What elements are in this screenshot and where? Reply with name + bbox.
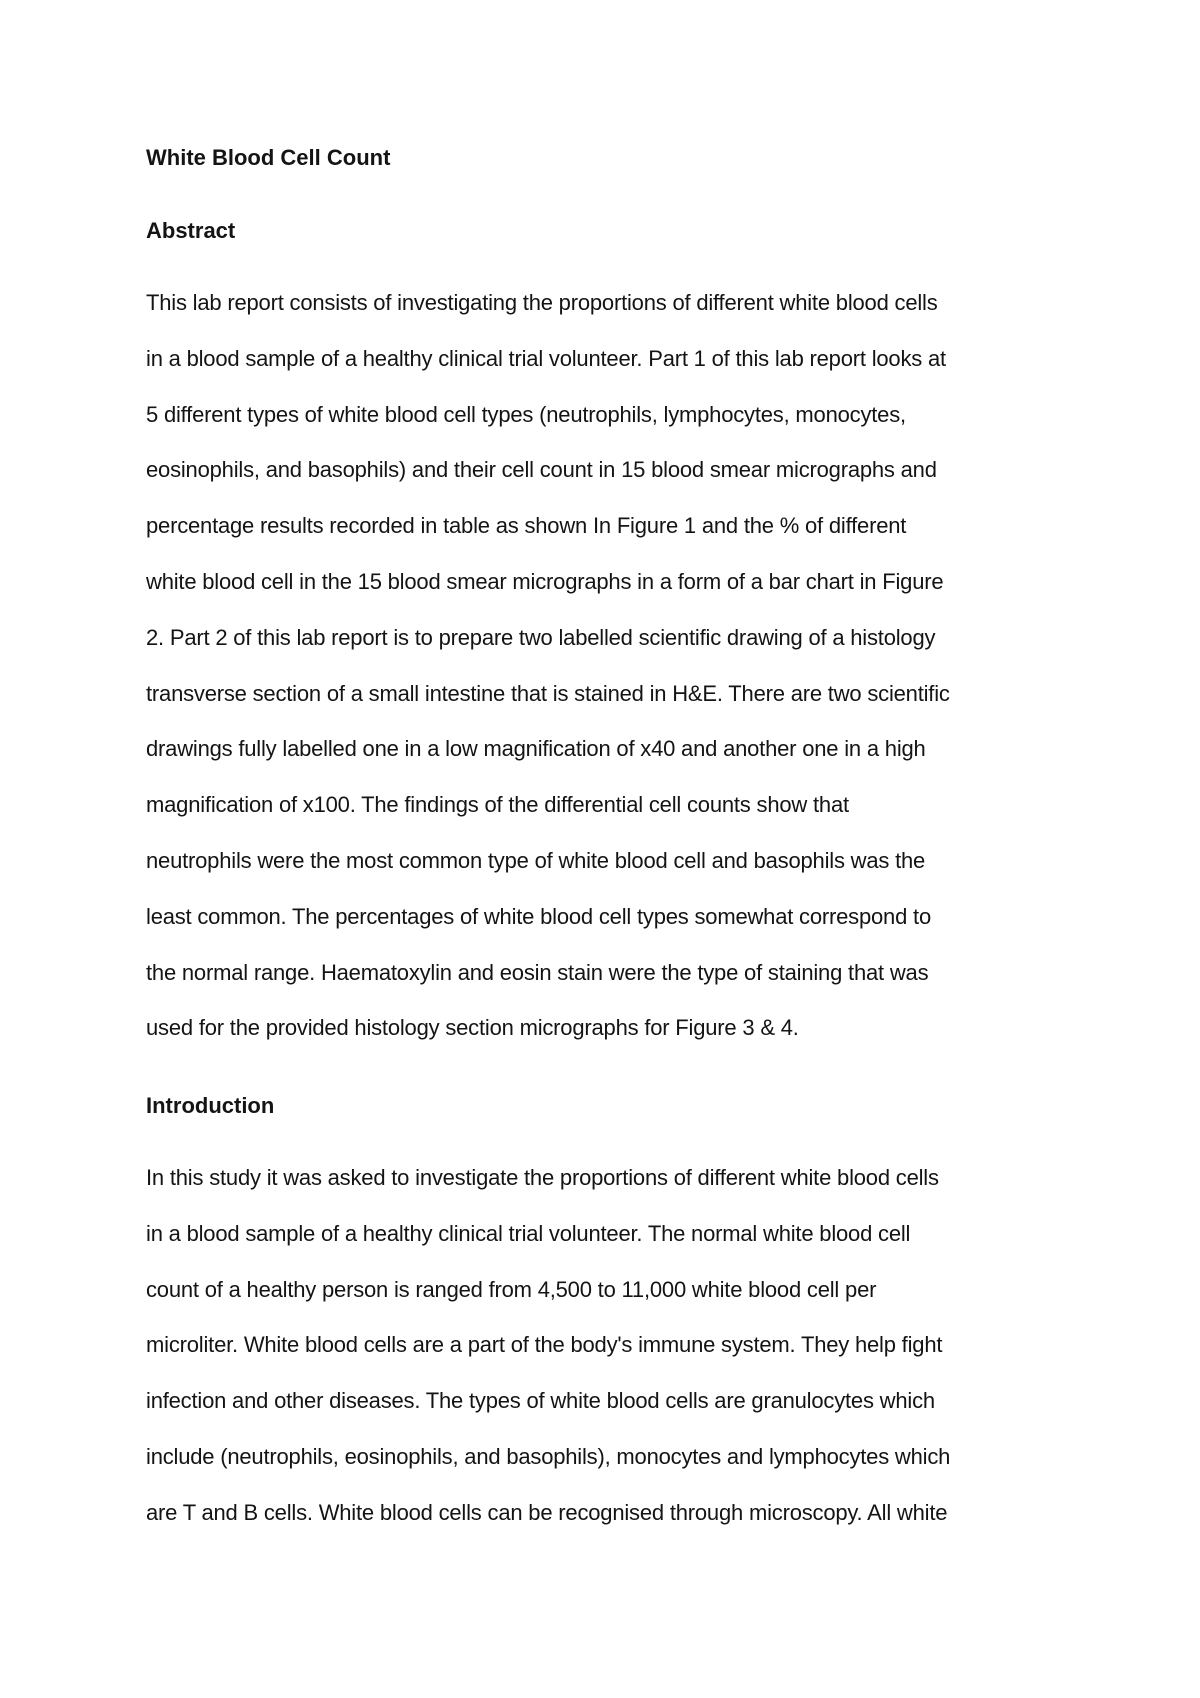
text-line: 5 different types of white blood cell types (neutrophils, lymphocytes, monocytes, bbox=[146, 401, 906, 427]
text-line: infection and other diseases. The types of white blood cells are granulocytes which bbox=[146, 1388, 935, 1414]
text-line: least common. The percentages of white blood cell types somewhat correspond to bbox=[146, 903, 931, 929]
text-line: drawings fully labelled one in a low magnification of x40 and another one in a high bbox=[146, 736, 926, 762]
text-line: transverse section of a small intestine that is stained in H&E. There are two scientific bbox=[146, 680, 950, 706]
text-line: white blood cell in the 15 blood smear micrographs in a form of a bar chart in Figure bbox=[146, 568, 944, 594]
text-line: 2. Part 2 of this lab report is to prepare two labelled scientific drawing of a histology bbox=[146, 624, 936, 650]
text-line: In this study it was asked to investigate the proportions of different white blood cells bbox=[146, 1165, 939, 1190]
text-line: the normal range. Haematoxylin and eosin stain were the type of staining that was bbox=[146, 959, 929, 985]
text-line: eosinophils, and basophils) and their cell count in 15 blood smear micrographs and bbox=[146, 457, 937, 483]
text-line: in a blood sample of a healthy clinical trial volunteer. The normal white blood cell bbox=[146, 1220, 911, 1246]
text-line: include (neutrophils, eosinophils, and basophils), monocytes and lymphocytes which bbox=[146, 1443, 951, 1469]
abstract-heading: Abstract bbox=[146, 218, 236, 243]
text-line: count of a healthy person is ranged from 4,500 to 11,000 white blood cell per bbox=[146, 1276, 877, 1302]
text-line: neutrophils were the most common type of white blood cell and basophils was the bbox=[146, 847, 926, 873]
introduction-paragraph bbox=[146, 1150, 1071, 1541]
text-line: This lab report consists of investigating the proportions of different white blood cells bbox=[146, 290, 938, 315]
text-line: microliter. White blood cells are a part of the body's immune system. They help fight bbox=[146, 1332, 943, 1358]
document-title: White Blood Cell Count bbox=[146, 145, 391, 170]
text-line: are T and B cells. White blood cells can be recognised through microscopy. All white bbox=[146, 1499, 948, 1525]
text-line: used for the provided histology section micrographs for Figure 3 & 4. bbox=[146, 1015, 799, 1041]
text-line: in a blood sample of a healthy clinical trial volunteer. Part 1 of this lab report looks at bbox=[146, 345, 946, 371]
introduction-heading: Introduction bbox=[146, 1093, 275, 1118]
abstract-paragraph bbox=[146, 275, 1071, 1056]
text-line: magnification of x100. The findings of the differential cell counts show that bbox=[146, 792, 849, 818]
text-line: percentage results recorded in table as shown In Figure 1 and the % of different bbox=[146, 513, 907, 539]
